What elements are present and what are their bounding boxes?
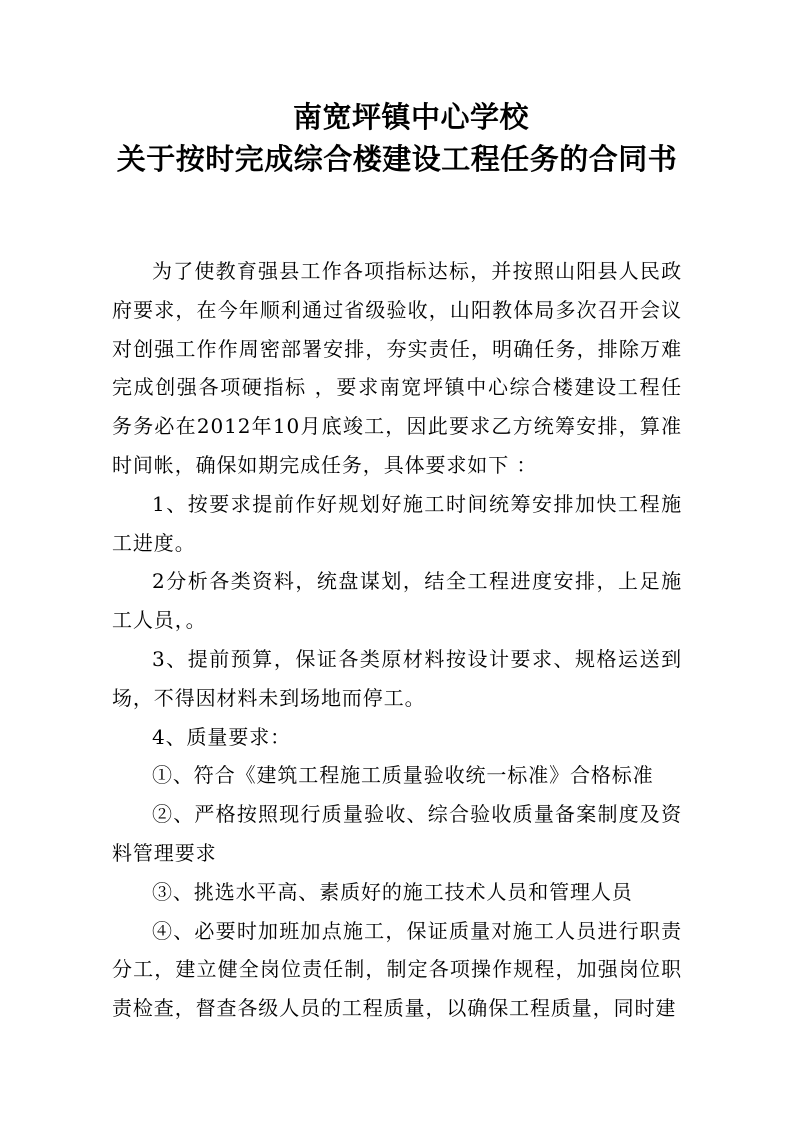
paragraph-quality-1: ①、符合《建筑工程施工质量验收统一标准》合格标准 xyxy=(152,763,654,788)
title-line-contract: 关于按时完成综合楼建设工程任务的合同书 xyxy=(116,142,678,176)
paragraph-item-3: 3、提前预算，保证各类原材料按设计要求、规格运送到场，不得因材料未到场地而停工。 xyxy=(112,646,682,710)
document-body xyxy=(112,252,682,1028)
document-title xyxy=(0,96,794,180)
title-line-school: 南宽坪镇中心学校 xyxy=(292,100,529,134)
paragraph-quality-3: ③、挑选水平高、素质好的施工技术人员和管理人员 xyxy=(152,879,633,904)
paragraph-item-1: 1、按要求提前作好规划好施工时间统筹安排加快工程施工进度。 xyxy=(112,491,682,555)
paragraph-quality-4: ④、必要时加班加点施工，保证质量对施工人员进行职责分工，建立健全岗位责任制，制定各项操作规程，加强岗位职责检查，督查各级人员的工程质量，以确保工程质量，同时建 xyxy=(112,918,682,1021)
paragraph-intro: 为了使教育强县工作各项指标达标，并按照山阳县人民政府要求，在今年顺利通过省级验收，山阳教体局多次召开会议对创强工作作周密部署安排，夯实责任，明确任务，排除万难完成创强各项硬指标 ，要求南宽坪镇中心综合楼建设工程任务务必在2012年10月底竣工，因此要求乙方统筹安排，算准时间帐，确保如期完成任务，具体要求如下 ： xyxy=(112,259,682,477)
paragraph-item-2: 2分析各类资料，统盘谋划，结全工程进度安排，上足施工人员，。 xyxy=(112,569,682,633)
paragraph-item-4: 4、质量要求： xyxy=(152,724,292,749)
paragraph-quality-2: ②、严格按照现行质量验收、综合验收质量备案制度及资料管理要求 xyxy=(112,802,682,865)
